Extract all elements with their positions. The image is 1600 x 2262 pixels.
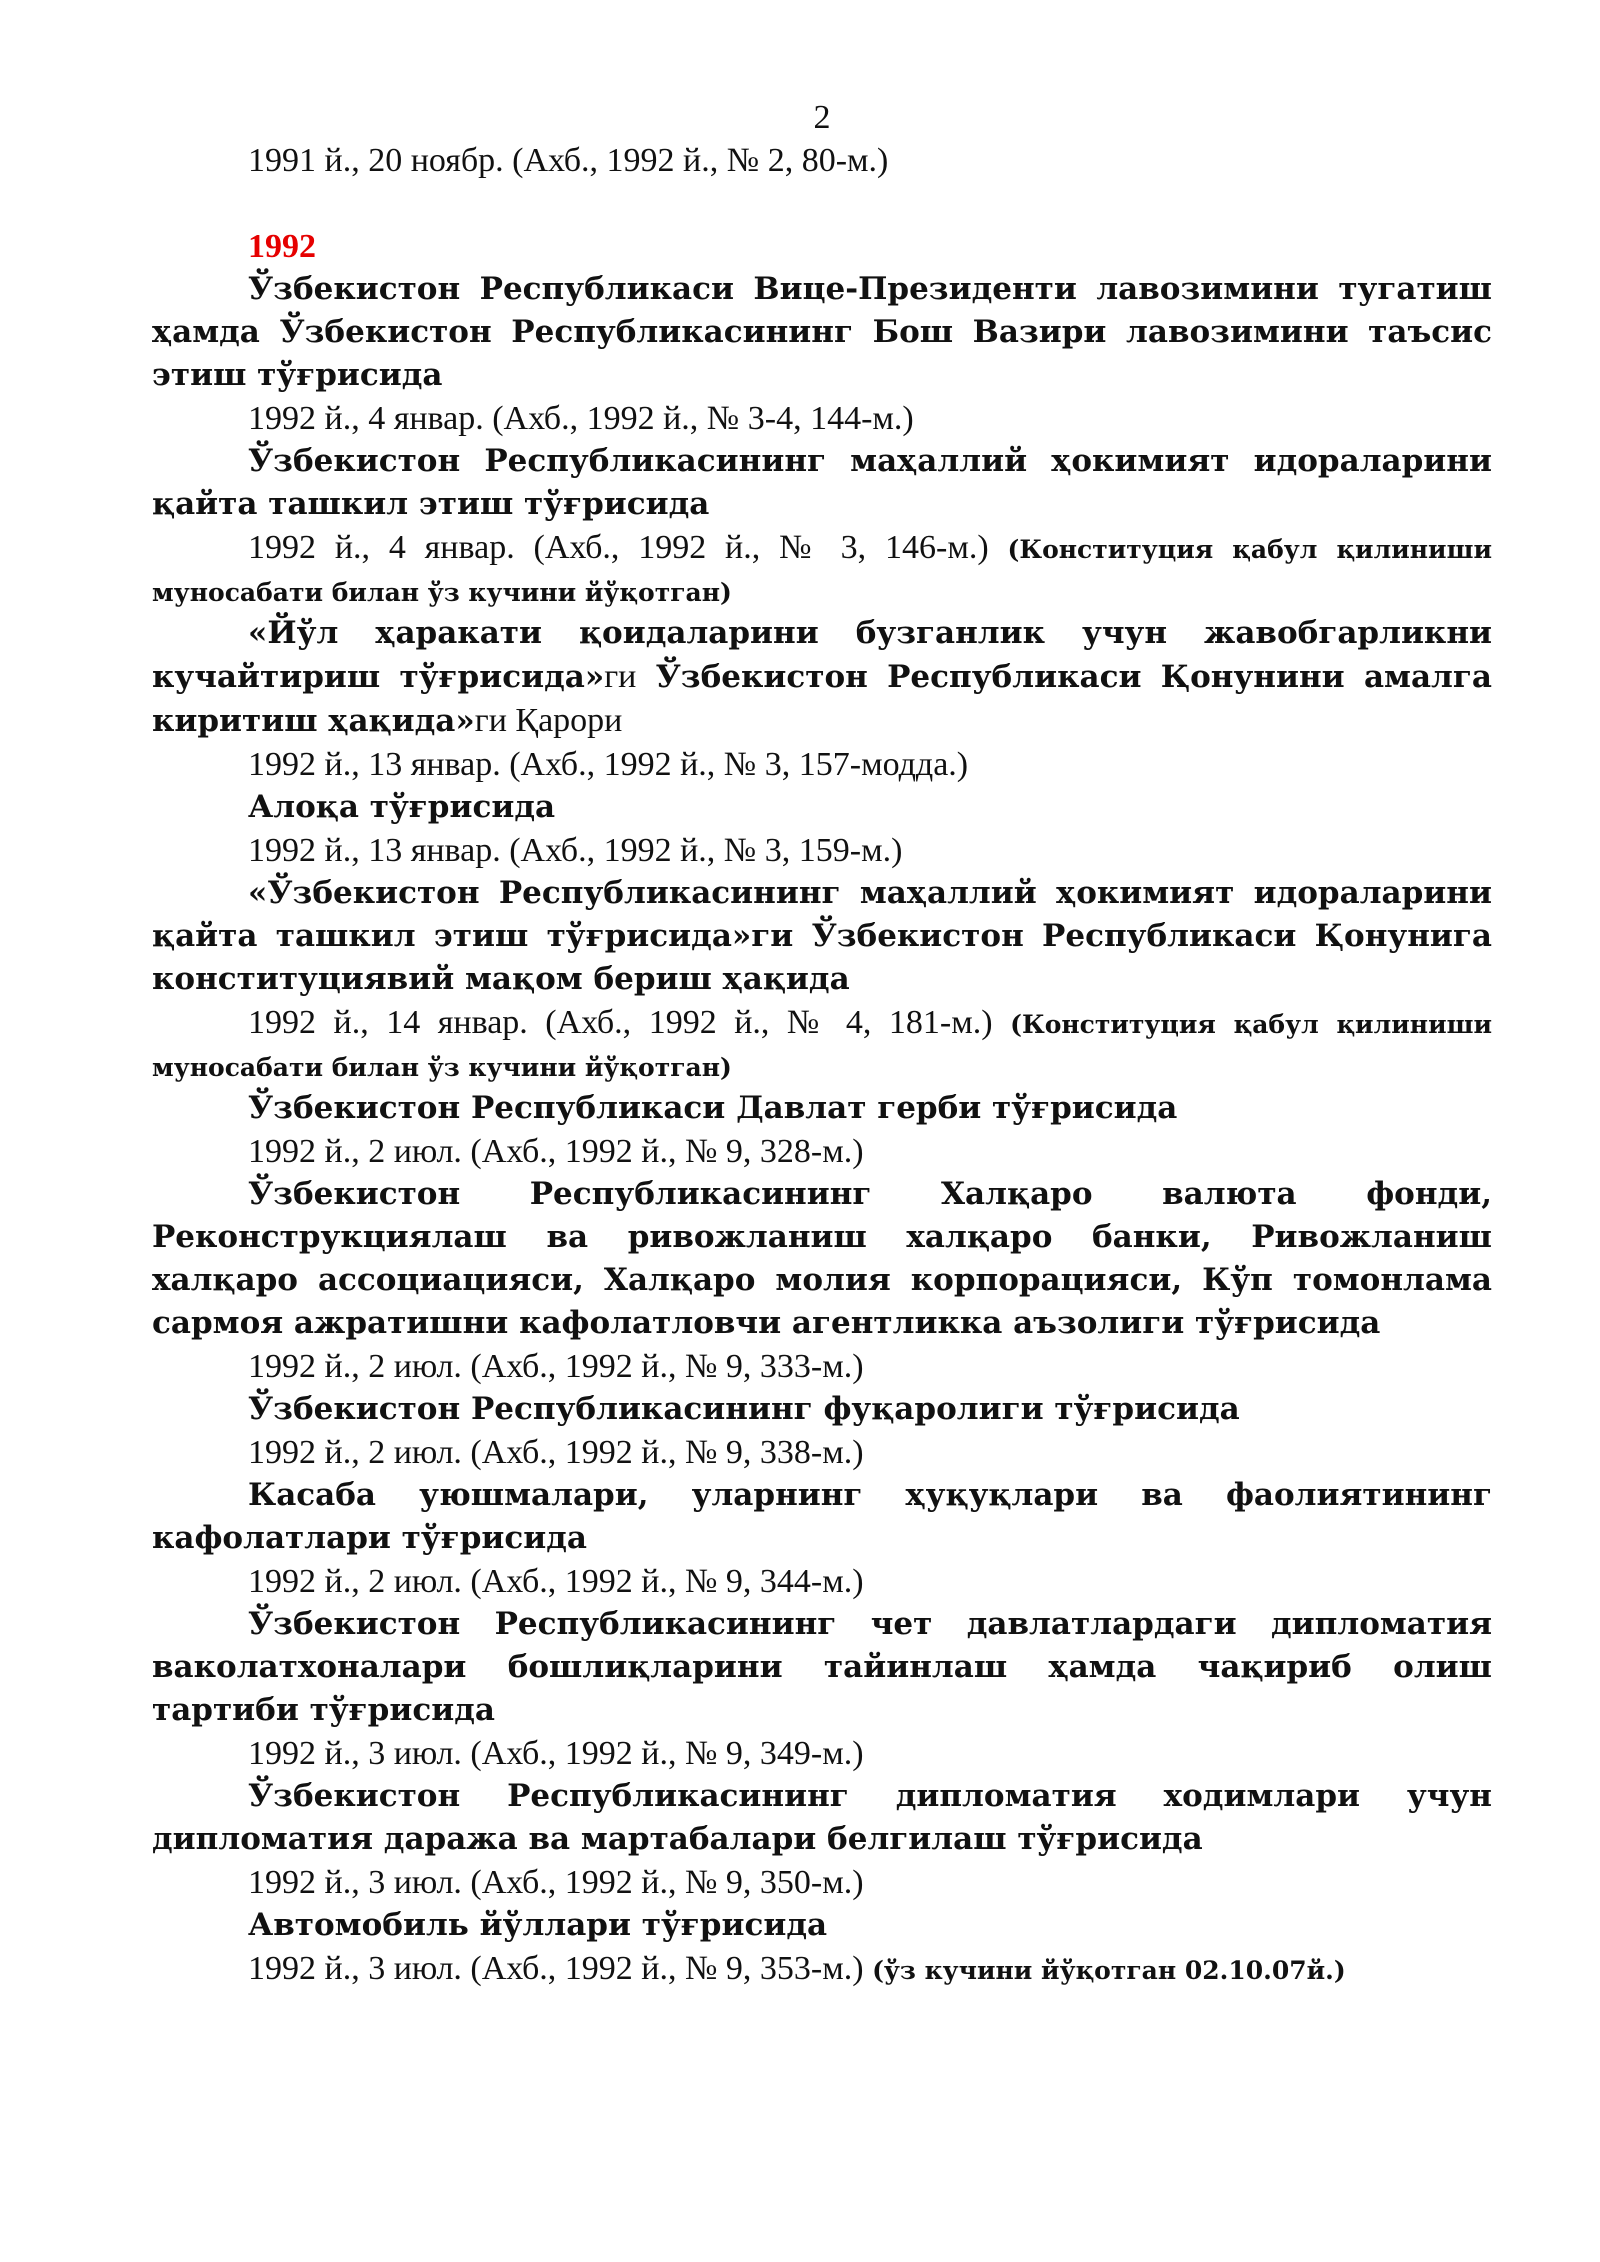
entry-title: Ўзбекистон Республикасининг чет давлатлардаги дипломатия ваколатхоналари бошлиқларини тайинлаш ҳамда чақириб олиш тартиби тўғрисида [152, 1606, 1492, 1728]
entry-title: «Ўзбекистон Республикасининг маҳаллий ҳокимият идораларини қайта ташкил этиш тўғрисида»ги Ўзбекистон Республикаси Қонунига конституциявий мақом бериш ҳақида [152, 875, 1492, 997]
entry-reference-text: 1992 й., 3 июл. (Ахб., 1992 й., № 9, 353-м.) [248, 1950, 864, 1987]
entry-title-suffix: ги Қарори [474, 702, 623, 739]
entry-status-note: (ўз кучини йўқотган 02.10.07й.) [872, 1956, 1346, 1985]
entry-title-part: Ўзбекистон Республикаси Қонунини амалга киритиш ҳақида» [152, 659, 1493, 739]
entry-reference: 1992 й., 2 июл. (Ахб., 1992 й., № 9, 333-м.) [248, 1348, 864, 1385]
entry-status-note: (Конституция қабул қилиниши муносабати билан ўз кучини йўқотган) [152, 1010, 1493, 1082]
page-number: 2 [813, 99, 831, 136]
entry-title: Ўзбекистон Республикасининг фуқаролиги тўғрисида [248, 1391, 1240, 1427]
entry-title-suffix: ги [604, 658, 637, 695]
entry-title: Автомобиль йўллари тўғрисида [248, 1907, 828, 1943]
entry-title: Алоқа тўғрисида [248, 789, 556, 825]
entry-reference: 1992 й., 3 июл. (Ахб., 1992 й., № 9, 349-м.) [248, 1735, 864, 1772]
document-content [152, 139, 1492, 1990]
entry-reference: 1992 й., 4 январ. (Ахб., 1992 й., № 3-4, 144-м.) [248, 400, 914, 437]
entry-reference: 1991 й., 20 ноябр. (Ахб., 1992 й., № 2, 80-м.) [248, 142, 889, 179]
entry-title: Ўзбекистон Республикасининг маҳаллий ҳокимият идораларини қайта ташкил этиш тўғрисида [152, 443, 1492, 522]
entry-reference-with-note [152, 526, 1492, 612]
entry-status-note: (Конституция қабул қилиниши муносабати билан ўз кучини йўқотган) [152, 535, 1493, 607]
entry-reference: 1992 й., 13 январ. (Ахб., 1992 й., № 3, 157-модда.) [248, 746, 969, 783]
entry-reference-with-note [152, 1947, 1492, 1990]
entry-title: Ўзбекистон Республикасининг Халқаро валюта фонди, Реконструкциялаш ва ривожланиш халқаро банки, Ривожланиш халқаро ассоциацияси, Халқаро молия корпорацияси, Кўп томонлама сармоя ажратишни кафолатловчи агентликка аъзолиги тўғрисида [152, 1176, 1492, 1341]
entry-title [152, 612, 1492, 743]
entry-reference: 1992 й., 2 июл. (Ахб., 1992 й., № 9, 338-м.) [248, 1434, 864, 1471]
year-heading: 1992 [248, 228, 316, 265]
entry-reference: 1992 й., 3 июл. (Ахб., 1992 й., № 9, 350-м.) [248, 1864, 864, 1901]
entry-reference: 1992 й., 13 январ. (Ахб., 1992 й., № 3, 159-м.) [248, 832, 903, 869]
entry-title: Касаба уюшмалари, уларнинг ҳуқуқлари ва фаолиятининг кафолатлари тўғрисида [152, 1477, 1492, 1556]
entry-title-part: «Йўл ҳаракати қоидаларини бузганлик учун жавобгарликни кучайтириш тўғрисида» [152, 615, 1492, 695]
entry-reference-with-note [152, 1001, 1492, 1087]
entry-title: Ўзбекистон Республикаси Вице-Президенти лавозимини тугатиш ҳамда Ўзбекистон Республикасининг Бош Вазири лавозимини таъсис этиш тўғрисида [152, 271, 1492, 393]
entry-title: Ўзбекистон Республикасининг дипломатия ходимлари учун дипломатия даража ва мартабалари белгилаш тўғрисида [152, 1778, 1492, 1857]
entry-reference-text: 1992 й., 14 январ. (Ахб., 1992 й., № 4, 181-м.) [248, 1004, 993, 1041]
entry-reference: 1992 й., 2 июл. (Ахб., 1992 й., № 9, 344-м.) [248, 1563, 864, 1600]
entry-title: Ўзбекистон Республикаси Давлат герби тўғрисида [248, 1090, 1178, 1126]
entry-reference-text: 1992 й., 4 январ. (Ахб., 1992 й., № 3, 146-м.) [248, 529, 989, 566]
entry-reference: 1992 й., 2 июл. (Ахб., 1992 й., № 9, 328-м.) [248, 1133, 864, 1170]
